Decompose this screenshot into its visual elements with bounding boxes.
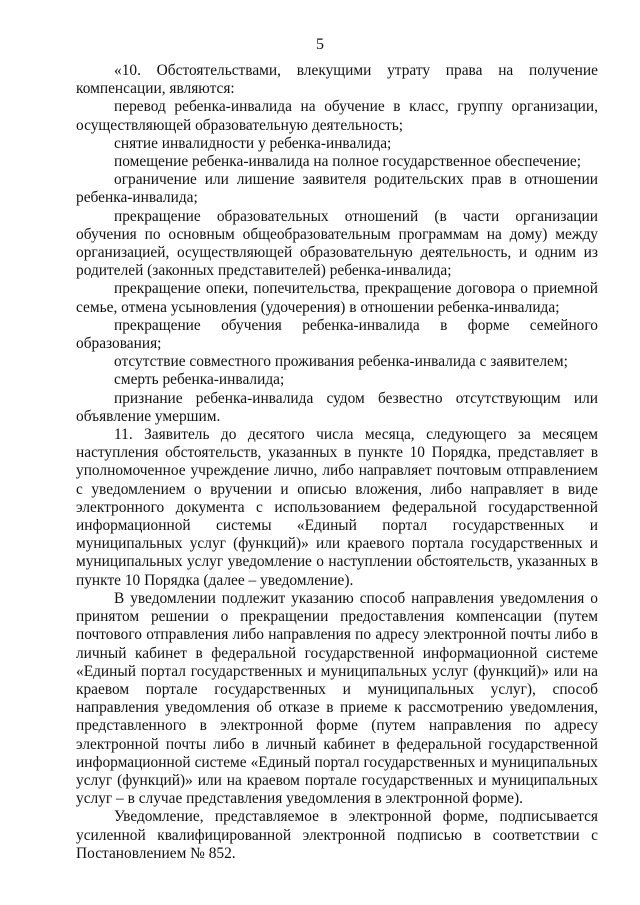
paragraph-state-care: помещение ребенка-инвалида на полное государственное обеспечение; <box>114 153 582 171</box>
page-number: 5 <box>316 36 324 53</box>
paragraph-no-cohabitation: отсутствие совместного проживания ребенка-инвалида с заявителем; <box>114 353 568 371</box>
paragraph-item-10-intro: «10. Обстоятельствами, влекущими утрату права на получение компенсации, являются: <box>76 62 598 98</box>
paragraph-disability-removal: снятие инвалидности у ребенка-инвалида; <box>114 134 392 152</box>
paragraph-missing-declared: признание ребенка-инвалида судом безвестно отсутствующим или объявление умершим. <box>76 389 598 425</box>
paragraph-death: смерть ребенка-инвалида; <box>114 371 285 389</box>
paragraph-parental-rights: ограничение или лишение заявителя родительских прав в отношении ребенка-инвалида; <box>76 171 598 207</box>
paragraph-electronic-signature: Уведомление, представляемое в электронной форме, подписывается усиленной квалифицированной электронной подписью в соответствии с Постановлением № 852. <box>76 808 598 862</box>
paragraph-education-termination: прекращение образовательных отношений (в части организации обучения по основным общеобразовательным программам на дому) между организацией, осуществляющей образовательную деятельность, и одним из родителей (законных представителей) ребенка-инвалида; <box>76 207 598 280</box>
paragraph-notification-method: В уведомлении подлежит указанию способ направления уведомления о принятом решении о прекращении предоставления компенсации (путем почтового отправления либо направления по адресу электронной почты либо в личный кабинет в федеральной государственной информационной системе «Единый портал государственных и муниципальных услуг (функций)» или на краевом портале государственных и муниципальных услуг), способ направления уведомления об отказе в приеме к рассмотрению уведомления, представленного в электронной форме (путем направления по адресу электронной почты либо в личный кабинет в федеральной государственной информационной системе «Единый портал государственных и муниципальных услуг (функций)» или на краевом портале государственных и муниципальных услуг – в случае представления уведомления в электронной форме). <box>76 589 598 808</box>
paragraph-guardianship-termination: прекращение опеки, попечительства, прекращение договора о приемной семье, отмена усыновления (удочерения) в отношении ребенка-инвалида; <box>76 280 598 316</box>
document-body <box>76 62 598 863</box>
paragraph-family-education: прекращение обучения ребенка-инвалида в форме семейного образования; <box>76 316 598 353</box>
paragraph-class-transfer: перевод ребенка-инвалида на обучение в класс, группу организации, осуществляющей образовательную деятельность; <box>76 98 598 134</box>
paragraph-item-11: 11. Заявитель до десятого числа месяца, следующего за месяцем наступления обстоятельств, указанных в пункте 10 Порядка, представляет в уполномоченное учреждение лично, либо направляет почтовым отправлением с уведомлением о вручении и описью вложения, либо направляет в виде электронного документа с использованием федеральной государственной информационной системы «Единый портал государственных и муниципальных услуг (функций)» или краевого портала государственных и муниципальных услуг уведомление о наступлении обстоятельств, указанных в пункте 10 Порядка (далее – уведомление). <box>76 426 598 589</box>
